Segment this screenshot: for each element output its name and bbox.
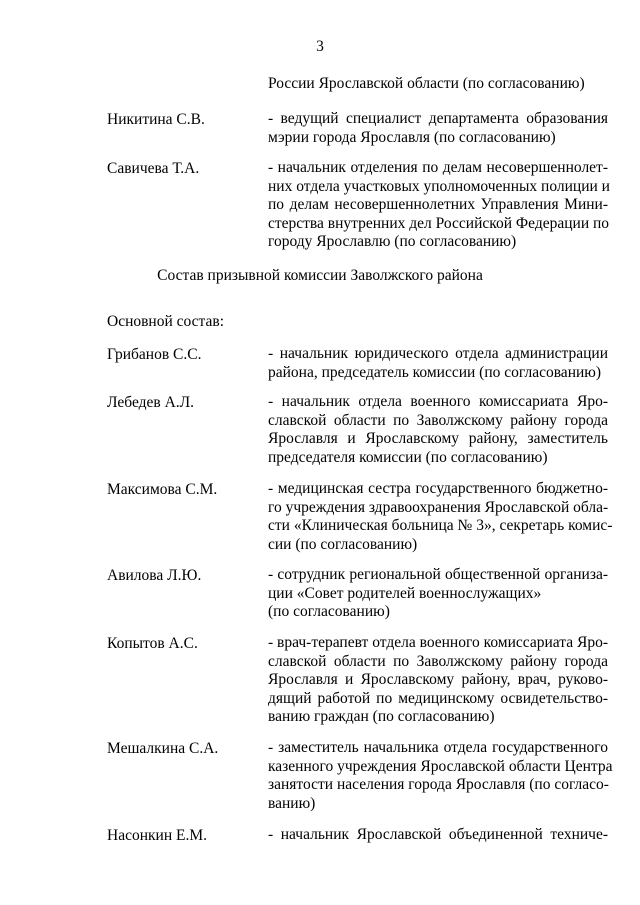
member-description [268,393,608,467]
description-line: (по согласованию) [268,603,390,620]
description-line: занятости населения города Ярославля (по согласо- [268,776,609,793]
description-line: - начальник отдела военного комиссариата Яро- [268,393,608,410]
description-line: них отдела участковых уполномоченных полиции и [268,177,610,195]
description-line: - медицинская сестра государственного бюджетно- [268,480,608,497]
section-heading: Состав призывной комиссии Заволжского района [157,267,483,284]
member-name: Лебедев А.Л. [107,394,195,411]
description-line: ции «Совет родителей военнослужащих» [268,584,542,602]
description-line: мэрии города Ярославля (по согласованию) [268,128,556,146]
subheading: Основной состав: [107,313,225,330]
description-line: - сотрудник региональной общественной организа- [268,566,608,583]
description-line: председателя комиссии (по согласованию) [268,448,548,466]
member-description [268,480,613,554]
member-name: Мешалкина С.А. [107,740,219,757]
member-name: Копытов А.С. [107,635,198,652]
description-line: - начальник отделения по делам несовершеннолет- [268,159,608,176]
description-line: го учреждения здравоохранения Ярославской обла- [268,498,609,516]
member-description [268,634,608,727]
description-line: по делам несовершеннолетних Управления Мини- [268,196,608,213]
description-line: славской области по Заволжскому району города [268,411,608,429]
member-description [268,159,608,252]
member-name: Никитина С.В. [107,111,205,128]
member-description [268,739,613,813]
member-name: Авилова Л.Ю. [107,567,202,584]
description-line: - начальник юридического отдела администрации [268,345,608,362]
member-description [268,826,608,845]
member-name: Насонкин Е.М. [107,827,207,844]
description-line: дящий работой по медицинскому освидетельство- [268,689,608,707]
member-name: Грибанов С.С. [107,346,202,363]
description-line: - ведущий специалист департамента образования [268,110,608,127]
description-line: сии (по согласованию) [268,535,418,553]
member-description [268,110,608,147]
description-line: Ярославля и Ярославскому району, врач, руково- [268,671,608,688]
description-line: Ярославля и Ярославскому району, заместитель [268,430,608,447]
description-line: - заместитель начальника отдела государственного [268,739,608,756]
description-line: района, председатель комиссии (по согласованию) [268,363,602,381]
member-name: Максимова С.М. [107,481,218,498]
page-number: 3 [316,38,324,55]
description-line: славской области по Заволжскому району города [268,652,608,670]
description-line: сти «Клиническая больница № 3», секретарь комис- [268,517,613,534]
description-line: казенного учреждения Ярославской области Центра [268,757,613,775]
description-line: городу Ярославлю (по согласованию) [268,233,517,250]
description-line: - начальник Ярославской объединенной техниче- [268,826,608,843]
continuation-line: России Ярославской области (по согласованию) [268,75,585,92]
member-name: Савичева Т.А. [107,160,200,177]
description-line: ванию граждан (по согласованию) [268,708,495,725]
member-description [268,566,608,622]
description-line: - врач-терапевт отдела военного комиссариата Яро- [268,634,608,651]
description-line: ванию) [268,794,316,812]
member-description [268,345,608,382]
description-line: стерства внутренних дел Российской Федерации по [268,214,610,232]
